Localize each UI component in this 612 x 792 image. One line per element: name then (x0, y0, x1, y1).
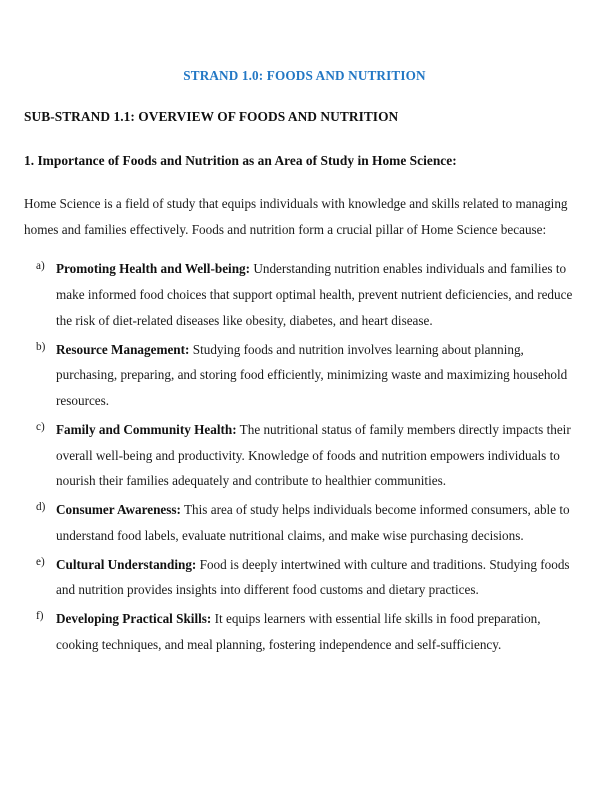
importance-list (24, 256, 585, 657)
list-item-term: Cultural Understanding: (56, 556, 197, 572)
list-item (24, 552, 585, 603)
list-marker: a) (36, 260, 45, 273)
section-heading: 1. Importance of Foods and Nutrition as an Area of Study in Home Science: (24, 152, 457, 168)
list-item (24, 337, 585, 414)
list-item-description: Understanding nutrition enables individuals and families to make informed food choices that support optimal health, prevent nutrient deficiencies, and reduce the risk of diet-related diseases like obesity, diabetes, and heart disease. (56, 261, 573, 328)
list-item-description: The nutritional status of family members directly impacts their overall well-being and productivity. Knowledge of foods and nutrition empowers individuals to nourish their families adequately and contribute to healthier communities. (56, 421, 571, 489)
list-marker: f) (36, 610, 44, 623)
list-item-term: Consumer Awareness: (56, 502, 181, 518)
substrand-title: SUB-STRAND 1.1: OVERVIEW OF FOODS AND NUTRITION (24, 109, 399, 125)
list-marker: b) (36, 340, 46, 353)
list-item (24, 497, 585, 548)
list-item-term: Promoting Health and Well-being: (56, 261, 251, 277)
list-item (24, 256, 585, 333)
list-item (24, 417, 585, 494)
list-item-term: Resource Management: (56, 341, 190, 357)
list-item-term: Family and Community Health: (56, 421, 237, 437)
list-item-description: Studying foods and nutrition involves learning about planning, purchasing, preparing, and storing food efficiently, minimizing waste and maximizing household resources. (56, 341, 568, 409)
list-marker: c) (36, 420, 45, 433)
list-item-term: Developing Practical Skills: (56, 611, 212, 627)
list-marker: e) (36, 555, 45, 568)
list-item (24, 606, 585, 657)
intro-paragraph: Home Science is a field of study that equips individuals with knowledge and skills related to managing homes and families effectively. Foods and nutrition form a crucial pillar of Home Science because: (24, 196, 568, 237)
list-item-description: This area of study helps individuals become informed consumers, able to understand food labels, evaluate nutritional claims, and make wise purchasing decisions. (56, 502, 570, 543)
list-item-description: Food is deeply intertwined with culture and traditions. Studying foods and nutrition provides insights into different food customs and dietary practices. (56, 556, 570, 598)
list-item-description: It equips learners with essential life skills in food preparation, cooking techniques, and meal planning, fostering independence and self-sufficiency. (56, 611, 541, 652)
list-marker: d) (36, 501, 46, 514)
strand-title: STRAND 1.0: FOODS AND NUTRITION (183, 68, 426, 83)
